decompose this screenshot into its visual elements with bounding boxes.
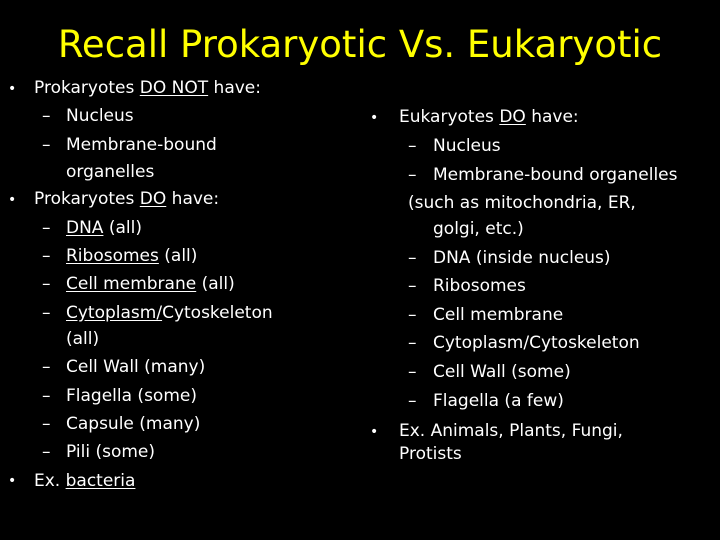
prokaryote-missing-nucleus: Nucleus bbox=[66, 106, 134, 126]
dash-icon: – bbox=[42, 357, 51, 377]
dash-icon: – bbox=[408, 276, 417, 296]
eukaryote-example-line1: Ex. Animals, Plants, Fungi, bbox=[399, 421, 623, 441]
eukaryote-cytoplasm: Cytoplasm/Cytoskeleton bbox=[433, 333, 640, 353]
dash-icon: – bbox=[42, 246, 51, 266]
prokaryote-flagella: Flagella (some) bbox=[66, 386, 197, 406]
prokaryote-cytoplasm-line1: Cytoplasm/Cytoskeleton bbox=[66, 303, 273, 323]
prokaryote-missing-organelles-line2: organelles bbox=[66, 162, 155, 182]
prokaryote-cell-membrane: Cell membrane (all) bbox=[66, 274, 235, 294]
dash-icon: – bbox=[42, 303, 51, 323]
dash-icon: – bbox=[42, 414, 51, 434]
bullet-icon: • bbox=[370, 110, 379, 126]
prokaryote-capsule: Capsule (many) bbox=[66, 414, 201, 434]
dash-icon: – bbox=[408, 391, 417, 411]
bullet-icon: • bbox=[8, 473, 17, 489]
dash-icon: – bbox=[42, 106, 51, 126]
prokaryote-example: Ex. bacteria bbox=[34, 471, 136, 491]
dash-icon: – bbox=[408, 362, 417, 382]
prokaryote-missing-organelles-line1: Membrane-bound bbox=[66, 135, 217, 155]
eukaryote-ribosomes: Ribosomes bbox=[433, 276, 526, 296]
bullet-icon: • bbox=[370, 424, 379, 440]
prokaryote-cell-wall: Cell Wall (many) bbox=[66, 357, 206, 377]
eukaryote-cell-membrane: Cell membrane bbox=[433, 305, 564, 325]
prokaryote-dna: DNA (all) bbox=[66, 218, 142, 238]
eukaryote-example-line2: Protists bbox=[399, 444, 462, 464]
prokaryote-not-have-heading: Prokaryotes DO NOT have: bbox=[34, 78, 261, 98]
eukaryote-organelles-line2: (such as mitochondria, ER, bbox=[408, 193, 636, 213]
prokaryote-pili: Pili (some) bbox=[66, 442, 155, 462]
eukaryote-organelles-line3: golgi, etc.) bbox=[433, 219, 524, 239]
bullet-icon: • bbox=[8, 81, 17, 97]
eukaryote-dna: DNA (inside nucleus) bbox=[433, 248, 611, 268]
eukaryote-cell-wall: Cell Wall (some) bbox=[433, 362, 571, 382]
eukaryote-nucleus: Nucleus bbox=[433, 136, 501, 156]
dash-icon: – bbox=[408, 248, 417, 268]
slide-title: Recall Prokaryotic Vs. Eukaryotic bbox=[57, 23, 663, 66]
dash-icon: – bbox=[408, 136, 417, 156]
dash-icon: – bbox=[42, 135, 51, 155]
prokaryote-cytoplasm-line2: (all) bbox=[66, 329, 100, 349]
eukaryote-have-heading: Eukaryotes DO have: bbox=[399, 107, 579, 127]
prokaryote-ribosomes: Ribosomes (all) bbox=[66, 246, 198, 266]
dash-icon: – bbox=[42, 386, 51, 406]
eukaryote-flagella: Flagella (a few) bbox=[433, 391, 564, 411]
dash-icon: – bbox=[408, 165, 417, 185]
dash-icon: – bbox=[42, 442, 51, 462]
prokaryote-have-heading: Prokaryotes DO have: bbox=[34, 189, 220, 209]
dash-icon: – bbox=[42, 218, 51, 238]
dash-icon: – bbox=[42, 274, 51, 294]
dash-icon: – bbox=[408, 305, 417, 325]
dash-icon: – bbox=[408, 333, 417, 353]
eukaryote-organelles-line1: Membrane-bound organelles bbox=[433, 165, 678, 185]
bullet-icon: • bbox=[8, 192, 17, 208]
